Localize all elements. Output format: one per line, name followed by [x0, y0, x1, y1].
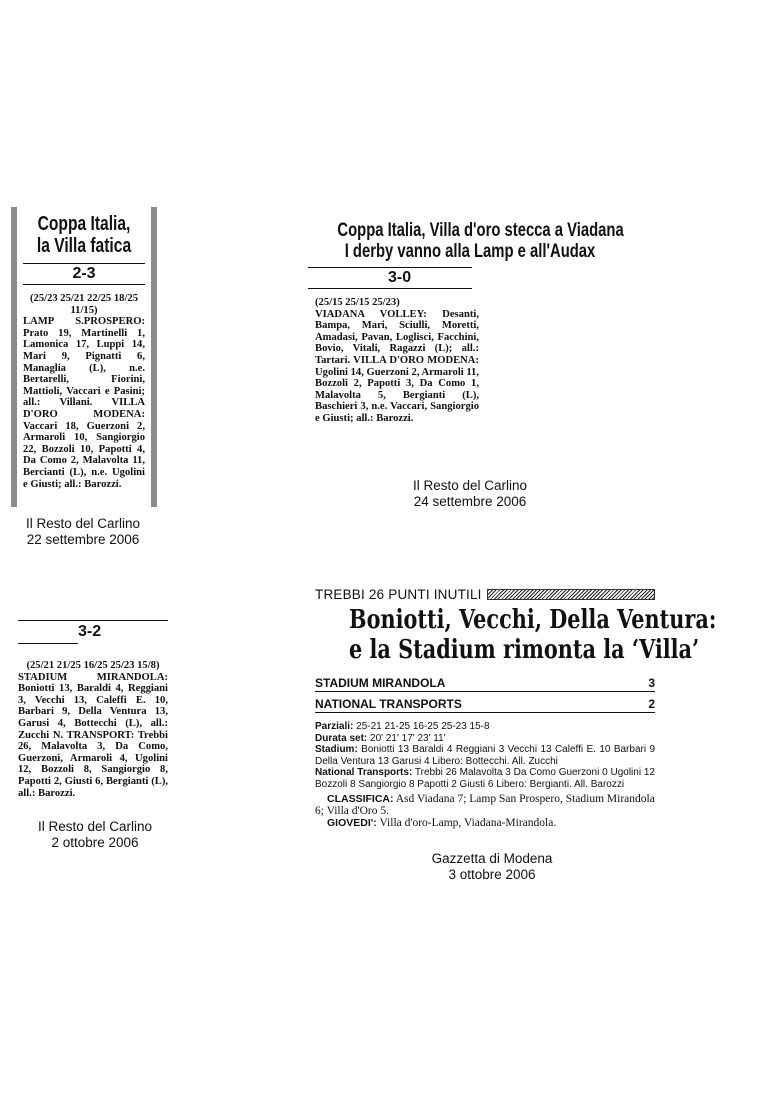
clip4-giovedi	[315, 817, 655, 829]
clip4-classifica-label: CLASSIFICA:	[327, 792, 394, 805]
clip4-team2-name: NATIONAL TRANSPORTS	[315, 697, 462, 711]
clip4-durata	[315, 733, 655, 745]
clip2-headline-line1: Coppa Italia, Villa d'oro stecca a Viadana	[337, 220, 624, 241]
clip4-team1-name: STADIUM MIRANDOLA	[315, 676, 446, 690]
clip2-body: VIADANA VOLLEY: Desanti, Bampa, Mari, Sciulli, Moretti, Amadasi, Pavan, Loglisci, Facchini, Bovio, Vitali, Ragazzi (L); all.: Tartari. VILLA D'ORO MODENA: Ugolini 14, Guerzoni 2, Armaroli 11, Bozzoli 2, Papotti 3, Da Como 1, Malavolta 5, Bergianti (L), Baschieri 3, n.e. Vaccari, Sangiorgio e Giusti; all.: Barozzi.	[315, 308, 480, 424]
clip4-stadium	[315, 744, 655, 767]
clip3-source-date: 2 ottobre 2006	[51, 835, 139, 850]
clip3-source-paper: Il Resto del Carlino	[37, 819, 153, 834]
clip4-stadium-label: Stadium:	[315, 744, 358, 756]
clip4-parziali-label: Parziali:	[315, 721, 354, 732]
clip1-score: 2-3	[72, 265, 96, 282]
clip4-parziali-value: 25-21 21-25 16-25 25-23 15-8	[356, 721, 490, 732]
clip3-rule-bottom	[18, 643, 78, 644]
clip2-rule-bottom	[308, 288, 472, 289]
clip3-source	[20, 819, 170, 851]
clip1-sets: (25/23 25/21 22/25 18/25 11/15)	[30, 293, 138, 316]
clip4-national-value: Trebbi 26 Malavolta 3 Da Como Guerzoni 0 Ugolini 12 Bozzoli 8 Sangiorgio 8 Papotti 2 Giusti 6 Libero: Bergianti. All. Barozzi	[315, 767, 655, 790]
clip1-body: LAMP S.PROSPERO: Prato 19, Martinelli 1, Lamonica 17, Luppi 14, Mari 9, Pignatti 6, Managlia (L), n.e. Bertarelli, Fiorini, Mattioli, Vaccari e Pasini; all.: Villani. VILLA D'ORO MODENA: Vaccari 18, Guerzoni 2, Armaroli 10, Sangiorgio 22, Bozzoli 10, Papotti 4, Da Como 2, Malavolta 11, Bercianti (L), n.e. Ugolini e Giusti; all.: Barozzi.	[23, 316, 145, 490]
clip4-hatch-bar	[487, 589, 655, 600]
clip4-kicker: TREBBI 26 PUNTI INUTILI	[315, 586, 482, 602]
clip2-sets: (25/15 25/15 25/23)	[315, 297, 400, 308]
left-gray-bar	[11, 207, 17, 507]
clip4-national	[315, 767, 655, 790]
clip4-source-paper: Gazzetta di Modena	[431, 851, 553, 866]
clip4-team1-row	[315, 675, 655, 692]
clip4-parziali	[315, 721, 655, 733]
clip1-source-paper: Il Resto del Carlino	[25, 516, 141, 531]
clipping-stadium-rimonta-la-villa	[315, 586, 717, 829]
clip4-headline-line2: e la Stadium rimonta la ‘Villa’	[349, 635, 700, 665]
clip4-team2-row	[315, 696, 655, 713]
clipping-coppa-italia-villa-fatica	[11, 207, 157, 507]
clipping-villa-doro-stecca-a-viadana	[300, 220, 640, 425]
clip1-source	[8, 516, 158, 548]
clip2-headline-line2: I derby vanno alla Lamp e all'Audax	[344, 241, 596, 262]
clip2-score: 3-0	[388, 269, 412, 286]
clip4-durata-value: 20' 21' 17' 23' 11'	[370, 732, 446, 744]
clip4-team2-score: 2	[648, 697, 655, 711]
clip4-team1-score: 3	[648, 676, 655, 690]
clip1-headline-line1: Coppa Italia,	[37, 213, 131, 235]
clip4-giovedi-label: GIOVEDI':	[327, 816, 377, 829]
clip1-source-date: 22 settembre 2006	[26, 532, 140, 547]
clip4-source	[412, 851, 572, 883]
clip2-source-date: 24 settembre 2006	[413, 494, 527, 509]
clip4-classifica-value: Asd Viadana 7; Lamp San Prospero, Stadium Mirandola 6; Villa d'Oro 5.	[315, 792, 655, 817]
right-gray-bar	[151, 207, 157, 507]
clip4-durata-label: Durata set:	[315, 732, 368, 744]
clip2-source-paper: Il Resto del Carlino	[412, 478, 528, 493]
clip4-stadium-value: Boniotti 13 Baraldi 4 Reggiani 3 Vecchi 13 Caleffi E. 10 Barbari 9 Della Ventura 13 Garusi 4 Libero: Bottecchi. All. Zucchi	[315, 744, 656, 767]
clip3-score: 3-2	[78, 623, 102, 640]
clip1-rule-bottom	[23, 284, 145, 285]
clipping-stadium-vs-national-transport	[18, 620, 168, 799]
clip4-classifica	[315, 793, 655, 817]
clip4-source-date: 3 ottobre 2006	[448, 867, 536, 882]
clip3-body: STADIUM MIRANDOLA: Boniotti 13, Baraldi 4, Reggiani 3, Vecchi 13, Caleffi E. 10, Barbari 9, Della Ventura 13, Garusi 4, Bottecchi (L), all.: Zucchi N. TRANSPORT: Trebbi 26, Malavolta 3, Da Como, Guerzoni, Armaroli 4, Ugolini 12, Bozzoli 8, Sangiorgio 8, Papotti 2, Giusti 6, Bergianti (L), all.: Barozzi.	[18, 671, 168, 799]
clip3-sets: (25/21 21/25 16/25 25/23 15/8)	[26, 660, 160, 671]
clip4-headline-line1: Boniotti, Vecchi, Della Ventura:	[349, 605, 717, 635]
clip1-headline-line2: la Villa fatica	[36, 235, 132, 257]
clip4-national-label: National Transports:	[315, 767, 413, 779]
clip4-giovedi-value: Villa d'oro-Lamp, Viadana-Mirandola.	[379, 816, 557, 829]
clip2-source	[395, 478, 545, 510]
